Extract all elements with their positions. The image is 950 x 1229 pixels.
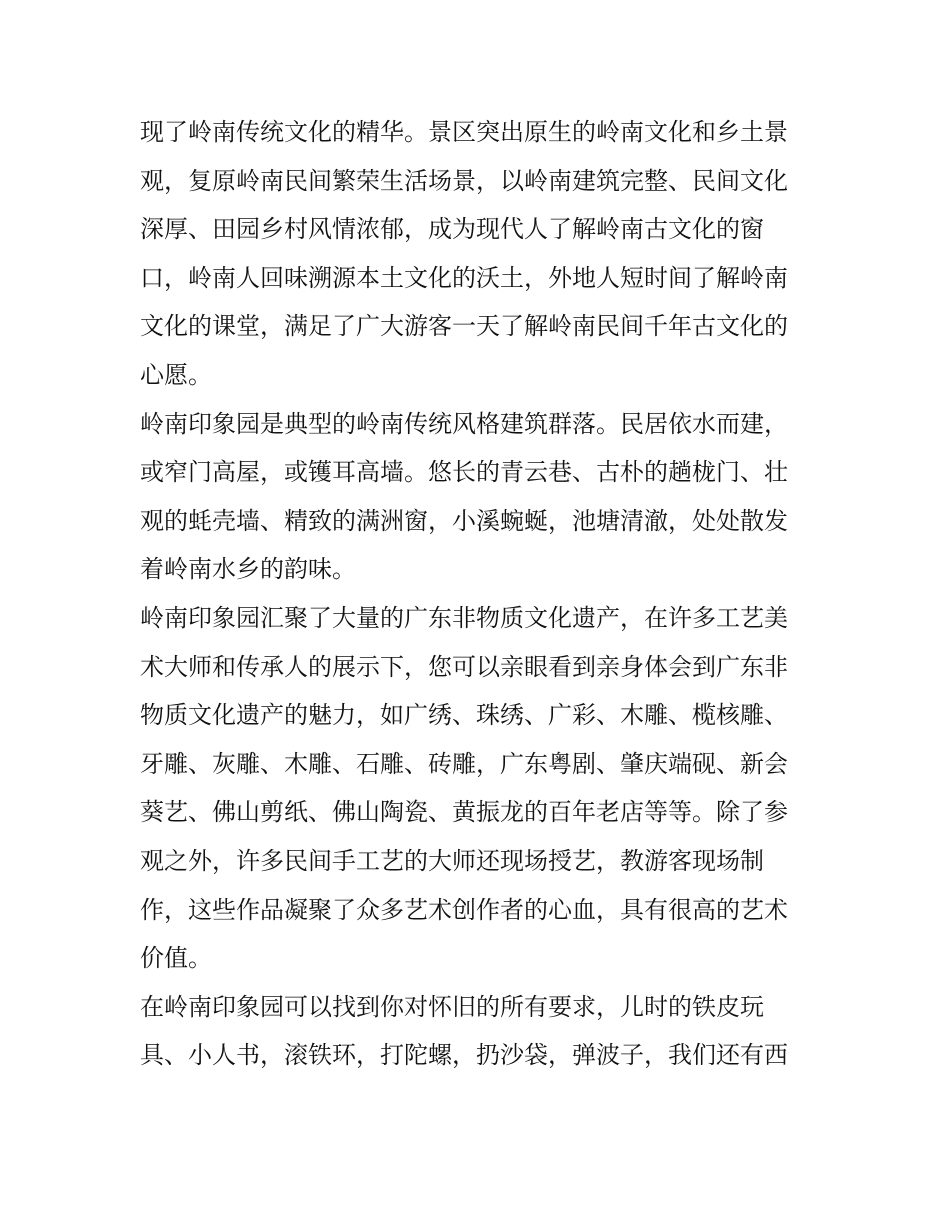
text-line: 观之外，许多民间手工艺的大师还现场授艺，教游客现场制 — [140, 846, 764, 875]
text-line: 术大师和传承人的展示下，您可以亲眼看到亲身体会到广东非 — [140, 652, 788, 681]
text-line: 具、小人书，滚铁环，打陀螺，扔沙袋，弹波子，我们还有西 — [140, 1041, 788, 1070]
text-line: 物质文化遗产的魅力，如广绣、珠绣、广彩、木雕、榄核雕、 — [140, 701, 788, 730]
text-line: 心愿。 — [140, 360, 212, 389]
text-line: 在岭南印象园可以找到你对怀旧的所有要求，儿时的铁皮玩 — [140, 992, 764, 1021]
text-line: 口，岭南人回味溯源本土文化的沃土，外地人短时间了解岭南 — [140, 263, 788, 292]
text-line: 价值。 — [140, 944, 212, 973]
text-line: 作，这些作品凝聚了众多艺术创作者的心血，具有很高的艺术 — [140, 895, 788, 924]
text-line: 文化的课堂，满足了广大游客一天了解岭南民间千年古文化的 — [140, 312, 788, 341]
text-line: 牙雕、灰雕、木雕、石雕、砖雕，广东粤剧、肇庆端砚、新会 — [140, 749, 788, 778]
text-line: 深厚、田园乡村风情浓郁，成为现代人了解岭南古文化的窗 — [140, 215, 764, 244]
body-text — [140, 108, 820, 1080]
text-line: 或窄门高屋，或镬耳高墙。悠长的青云巷、古朴的趟栊门、壮 — [140, 458, 788, 487]
text-line: 岭南印象园汇聚了大量的广东非物质文化遗产，在许多工艺美 — [140, 603, 788, 632]
text-line: 观，复原岭南民间繁荣生活场景，以岭南建筑完整、民间文化 — [140, 166, 788, 195]
text-line: 现了岭南传统文化的精华。景区突出原生的岭南文化和乡土景 — [140, 118, 788, 146]
text-line: 葵艺、佛山剪纸、佛山陶瓷、黄振龙的百年老店等等。除了参 — [140, 798, 788, 827]
text-line: 岭南印象园是典型的岭南传统风格建筑群落。民居依水而建， — [140, 409, 788, 438]
text-line: 观的蚝壳墙、精致的满洲窗，小溪蜿蜒，池塘清澈，处处散发 — [140, 506, 788, 535]
text-line: 着岭南水乡的韵味。 — [140, 555, 356, 584]
